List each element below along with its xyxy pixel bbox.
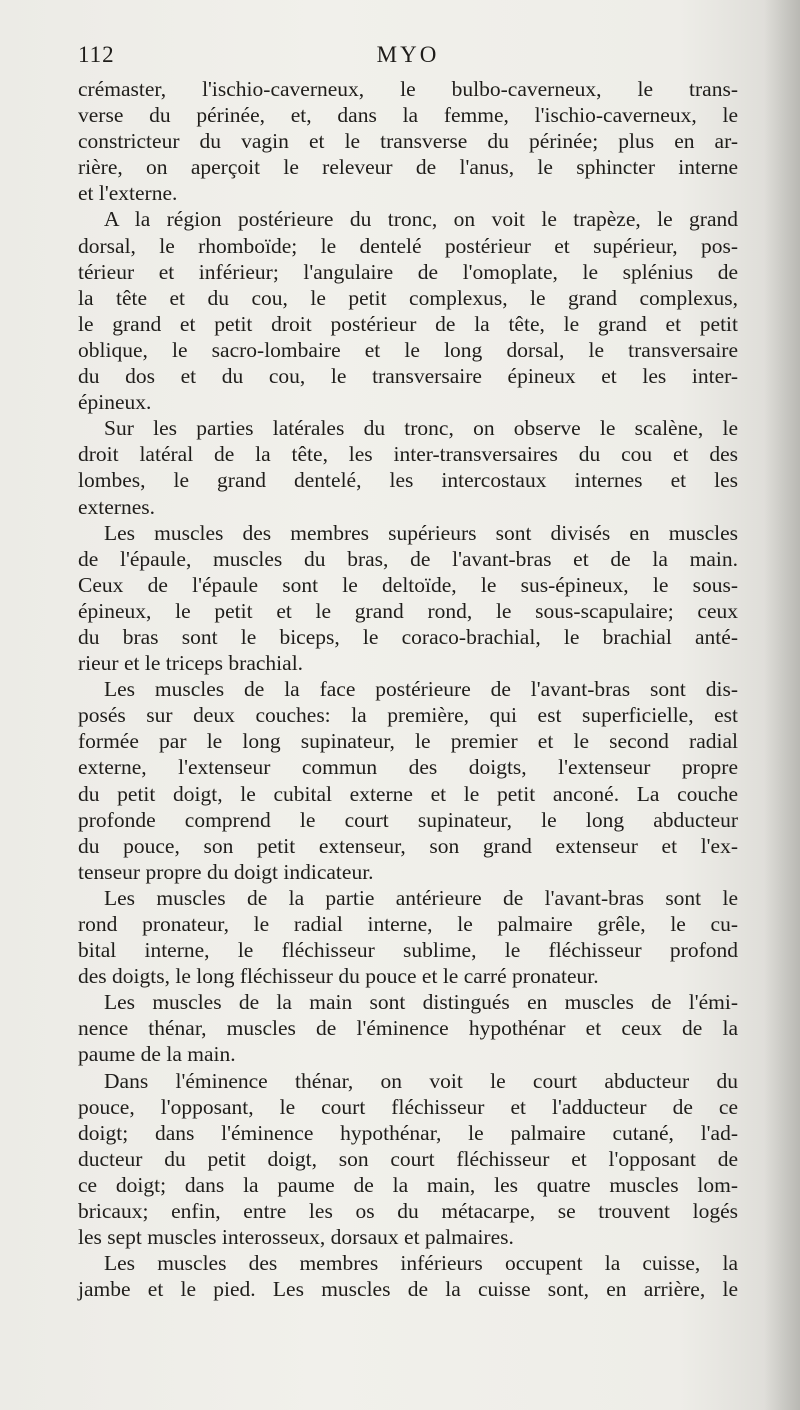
page-number: 112 — [78, 42, 115, 67]
text-line: ce doigt; dans la paume de la main, les quatre muscles lom- — [78, 1172, 738, 1197]
text-line: profonde comprend le court supinateur, le long abducteur — [78, 807, 738, 832]
text-line: dorsal, le rhomboïde; le dentelé postérieur et supérieur, pos- — [78, 233, 738, 258]
text-line: du bras sont le biceps, le coraco-brachial, le brachial anté- — [78, 624, 738, 649]
paragraph — [78, 206, 738, 415]
text-line: bital interne, le fléchisseur sublime, le fléchisseur profond — [78, 938, 738, 963]
text-line: bricaux; enfin, entre les os du métacarpe, se trouvent logés — [78, 1199, 738, 1224]
paragraph — [78, 676, 738, 885]
text-line: A la région postérieure du tronc, on voit le trapèze, le grand — [104, 207, 738, 232]
text-line: verse du périnée, et, dans la femme, l'ischio-caverneux, le — [78, 103, 738, 128]
running-head: MYO — [376, 42, 440, 67]
text-line: pouce, l'opposant, le court fléchisseur et l'adducteur de ce — [78, 1094, 738, 1119]
text-line: formée par le long supinateur, le premier et le second radial — [78, 729, 738, 754]
paragraph — [78, 885, 738, 989]
text-line: externe, l'extenseur commun des doigts, l'extenseur propre — [78, 755, 738, 780]
text-line: du dos et du cou, le transversaire épineux et les inter- — [78, 364, 738, 389]
text-line: térieur et inférieur; l'angulaire de l'omoplate, le splénius de — [78, 259, 738, 284]
text-line: du pouce, son petit extenseur, son grand extenseur et l'ex- — [78, 833, 738, 858]
paragraph — [78, 76, 738, 206]
text-line: Ceux de l'épaule sont le deltoïde, le sus-épineux, le sous- — [78, 572, 738, 597]
body-text — [78, 76, 738, 1302]
text-line: Les muscles de la partie antérieure de l'avant-bras sont le — [104, 885, 738, 910]
paragraph — [78, 415, 738, 519]
text-line: Dans l'éminence thénar, on voit le court abducteur du — [104, 1068, 738, 1093]
text-line: les sept muscles interosseux, dorsaux et palmaires. — [78, 1225, 514, 1250]
text-line: Les muscles des membres supérieurs sont divisés en muscles — [104, 520, 738, 545]
text-line: jambe et le pied. Les muscles de la cuisse sont, en arrière, le — [78, 1277, 738, 1302]
text-line: rieur et le triceps brachial. — [78, 651, 304, 676]
text-line: constricteur du vagin et le transverse du périnée; plus en ar- — [78, 129, 738, 154]
text-line: Les muscles des membres inférieurs occupent la cuisse, la — [104, 1251, 738, 1276]
paragraph — [78, 1250, 738, 1302]
text-line: des doigts, le long fléchisseur du pouce et le carré pronateur. — [78, 964, 599, 989]
text-line: droit latéral de la tête, les inter-transversaires du cou et des — [78, 442, 738, 467]
text-line: et l'externe. — [78, 181, 178, 206]
page-header — [78, 42, 738, 76]
text-line: posés sur deux couches: la première, qui est superficielle, est — [78, 703, 738, 728]
text-line: crémaster, l'ischio-caverneux, le bulbo-caverneux, le trans- — [78, 77, 738, 101]
text-line: ducteur du petit doigt, son court fléchisseur et l'opposant de — [78, 1146, 738, 1171]
text-line: oblique, le sacro-lombaire et le long dorsal, le transversaire — [78, 337, 738, 362]
text-line: paume de la main. — [78, 1042, 236, 1067]
paragraph — [78, 989, 738, 1067]
text-line: épineux, le petit et le grand rond, le sous-scapulaire; ceux — [78, 598, 738, 623]
text-line: de l'épaule, muscles du bras, de l'avant-bras et de la main. — [78, 546, 738, 571]
text-line: lombes, le grand dentelé, les intercostaux internes et les — [78, 468, 738, 493]
text-line: la tête et du cou, le petit complexus, le grand complexus, — [78, 285, 738, 310]
text-line: externes. — [78, 494, 156, 519]
text-line: rond pronateur, le radial interne, le palmaire grêle, le cu- — [78, 912, 738, 936]
text-line: doigt; dans l'éminence hypothénar, le palmaire cutané, l'ad- — [78, 1120, 738, 1145]
paragraph — [78, 520, 738, 677]
text-line: épineux. — [78, 390, 152, 415]
text-line: Les muscles de la main sont distingués en muscles de l'émi- — [104, 990, 738, 1015]
paragraph — [78, 1068, 738, 1251]
text-line: tenseur propre du doigt indicateur. — [78, 859, 374, 884]
text-line: rière, on aperçoit le releveur de l'anus, le sphincter interne — [78, 155, 738, 180]
text-line: nence thénar, muscles de l'éminence hypothénar et ceux de la — [78, 1016, 738, 1041]
text-line: Sur les parties latérales du tronc, on observe le scalène, le — [104, 416, 738, 441]
text-line: du petit doigt, le cubital externe et le petit anconé. La couche — [78, 781, 738, 806]
text-line: Les muscles de la face postérieure de l'avant-bras sont dis- — [104, 677, 738, 702]
text-line: le grand et petit droit postérieur de la tête, le grand et petit — [78, 311, 738, 336]
